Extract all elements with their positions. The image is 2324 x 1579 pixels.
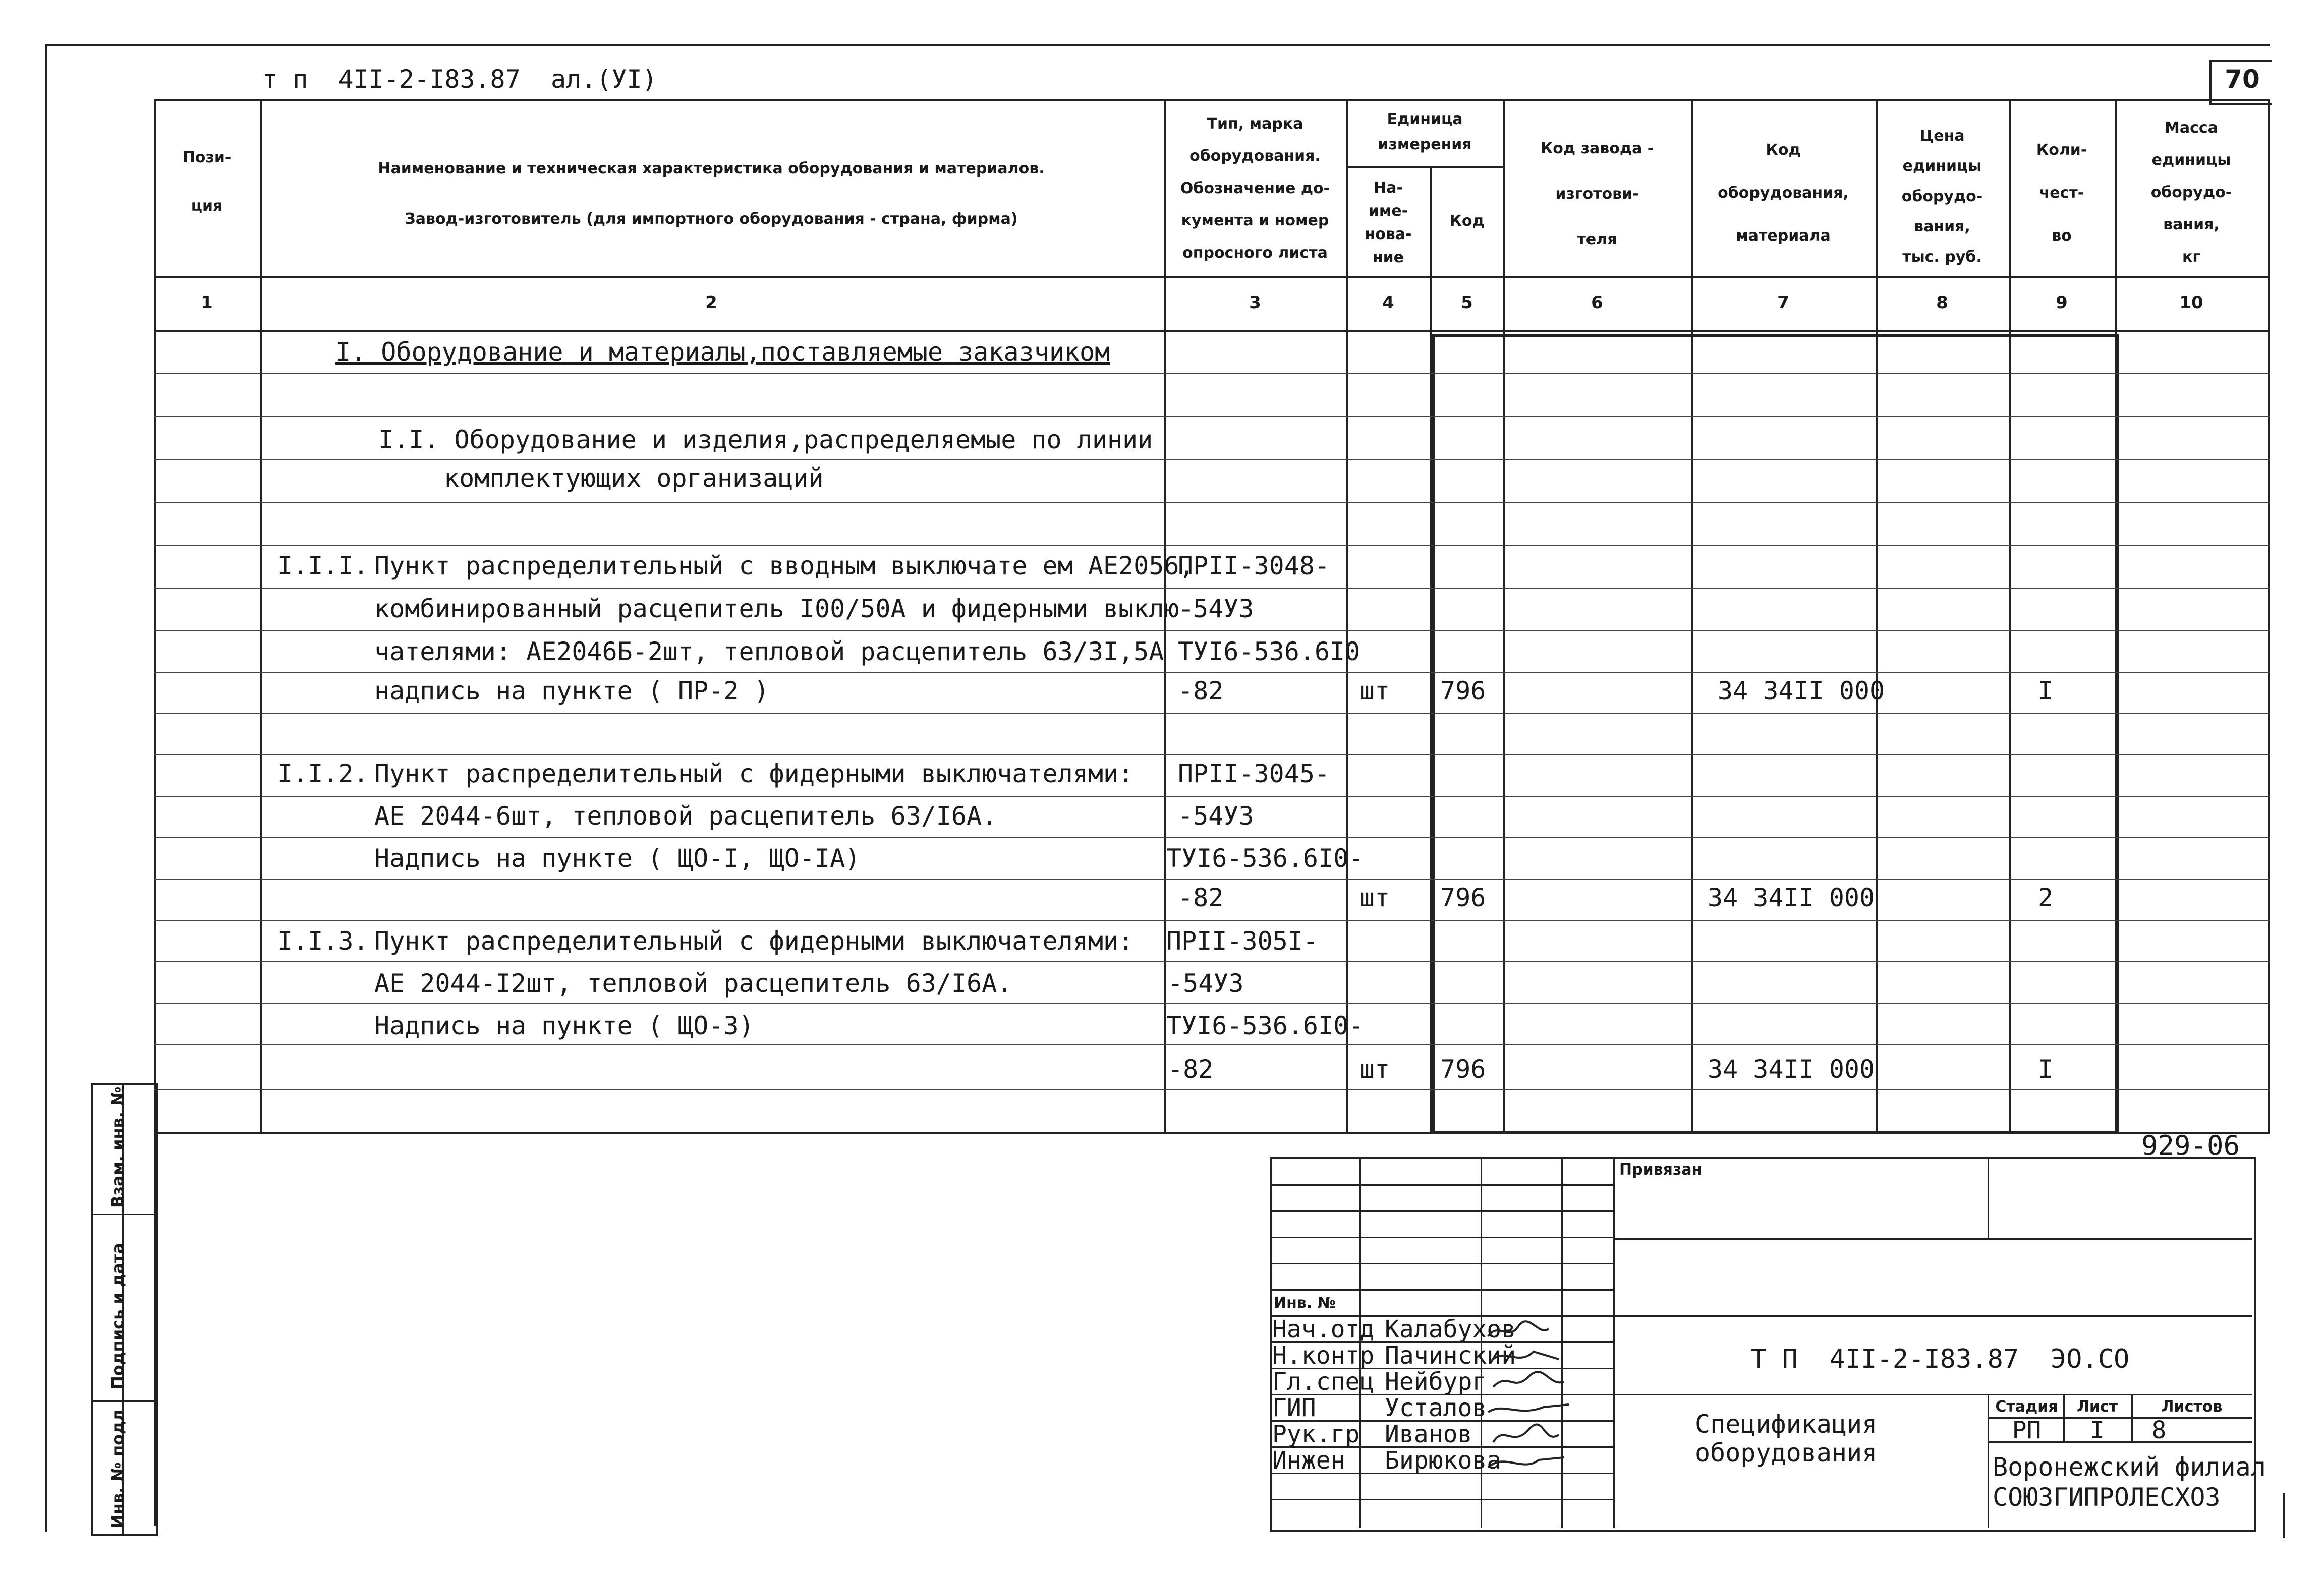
staff-role: Инжен (1272, 1446, 1345, 1475)
item-equipment-code: 34 34II 000 (1718, 676, 1885, 706)
staff-role: ГИП (1272, 1394, 1316, 1422)
item-type: ПРII-3045- (1178, 759, 1330, 788)
item-description: Надпись на пункте ( ЩО-3) (374, 1011, 754, 1040)
col-header-unit-code: Код (1449, 212, 1485, 230)
doc-code-header: т п 4II-2-I83.87 ал.(УI) (262, 65, 657, 94)
item-description: надпись на пункте ( ПР-2 ) (374, 676, 769, 706)
item-description: комбинированный расцепитель I00/50А и фидерными выклю- (374, 594, 1195, 623)
item-description: АЕ 2044-I2шт, тепловой расцепитель 63/I6А. (374, 969, 1012, 998)
inv-no-label: Инв. № (1274, 1294, 1336, 1312)
col-header-unit-group: Единица измерения (1378, 110, 1472, 153)
item-unit-code: 796 (1440, 1055, 1486, 1084)
sheet-label: Лист (2076, 1398, 2118, 1416)
stage-value: РП (2012, 1416, 2042, 1444)
page-number: 70 (2225, 65, 2260, 94)
section-heading: I. Оборудование и материалы,поставляемые заказчиком (335, 337, 1110, 367)
staff-name: Пачинский (1385, 1341, 1516, 1370)
col-num-10: 10 (2179, 293, 2203, 313)
item-position: I.I.I. (277, 551, 369, 580)
item-type: -54У3 (1178, 801, 1254, 831)
col-num-5: 5 (1461, 293, 1473, 313)
item-description: Пункт распределительный с вводным выключате ем АЕ2056, (374, 551, 1195, 580)
signatures-drawing (1483, 1316, 1599, 1478)
subsection-heading: I.I. Оборудование и изделия,распределяемые по линии (378, 425, 1153, 454)
item-equipment-code: 34 34II 000 (1708, 883, 1875, 912)
item-quantity: I (2038, 1055, 2054, 1084)
org-line1: Воронежский филиал (1993, 1452, 2266, 1482)
staff-name: Калабухов (1385, 1315, 1516, 1343)
stamp-podpis-data: Подпись и дата (108, 1243, 127, 1389)
sheets-label: Листов (2161, 1398, 2223, 1416)
staff-role: Гл.спец (1272, 1368, 1375, 1396)
subsection-heading-cont: комплектующих организаций (444, 463, 824, 493)
col-header-name: Наименование и техническая характеристика оборудования и материалов. Завод-изготовитель (для импортного оборудования - страна, фирма) (378, 160, 1045, 228)
right-frame-stub (2283, 1493, 2285, 1538)
sheet-mark: 929-06 (2141, 1130, 2240, 1161)
item-type: -54У3 (1178, 594, 1254, 623)
col-header-price: Цена единицы оборудо- вания, тыс. руб. (1901, 127, 1983, 266)
staff-role: Нач.отд (1272, 1315, 1375, 1343)
doc-title-line1: Спецификация (1695, 1410, 1878, 1439)
item-equipment-code: 34 34II 000 (1708, 1055, 1875, 1084)
item-unit-name: шт (1359, 883, 1390, 912)
staff-role: Рук.гр (1272, 1420, 1360, 1448)
col-header-equipment-code: Код оборудования, материала (1718, 141, 1849, 245)
col-num-3: 3 (1249, 293, 1261, 313)
col-num-7: 7 (1777, 293, 1789, 313)
doc-designation: Т П 4II-2-I83.87 ЭО.СО (1750, 1344, 2130, 1374)
item-position: I.I.2. (277, 759, 369, 788)
item-description: Надпись на пункте ( ЩО-I, ЩО-IА) (374, 844, 861, 873)
col-header-quantity: Коли- чест- во (2036, 141, 2087, 245)
doc-title-line2: оборудования (1695, 1438, 1878, 1468)
stamp-inv-podl: Инв. № подл (108, 1409, 127, 1528)
item-description: АЕ 2044-6шт, тепловой расцепитель 63/I6А. (374, 801, 997, 831)
item-quantity: I (2038, 676, 2054, 706)
col-header-position: Пози- ция (182, 149, 232, 215)
item-unit-code: 796 (1440, 676, 1486, 706)
item-unit-name: шт (1359, 1055, 1390, 1084)
item-type: -82 (1168, 1055, 1214, 1084)
org-line2: СОЮЗГИПРОЛЕСХОЗ (1993, 1483, 2221, 1512)
col-num-1: 1 (201, 293, 213, 313)
item-description: Пункт распределительный с фидерными выключателями: (374, 759, 1134, 788)
col-header-unit-name: На- име- нова- ние (1365, 179, 1412, 266)
sheets-value: 8 (2151, 1416, 2167, 1444)
stamp-vzam-inv: Взам. инв. № (108, 1086, 127, 1208)
col-num-2: 2 (705, 293, 717, 313)
item-type: -82 (1178, 676, 1224, 706)
staff-name: Бирюкова (1385, 1446, 1502, 1475)
item-type: ПРII-3048- (1178, 551, 1330, 580)
stage-label: Стадия (1995, 1398, 2058, 1416)
col-header-type: Тип, марка оборудования. Обозначение до- кумента и номер опросного листа (1180, 115, 1330, 262)
col-header-mass: Масса единицы оборудо- вания, кг (2150, 119, 2232, 266)
staff-name: Иванов (1385, 1420, 1472, 1448)
item-description: Пункт распределительный с фидерными выключателями: (374, 926, 1134, 956)
item-type: ТУI6-536.6I0- (1166, 1011, 1364, 1040)
staff-role: Н.контр (1272, 1341, 1375, 1370)
item-description: чателями: АЕ2046Б-2шт, тепловой расцепитель 63/3I,5А (374, 637, 1164, 666)
col-num-9: 9 (2056, 293, 2068, 313)
item-type: -82 (1178, 883, 1224, 912)
col-num-8: 8 (1936, 293, 1948, 313)
col-num-6: 6 (1591, 293, 1603, 313)
item-type: -54У3 (1168, 969, 1244, 998)
item-unit-code: 796 (1440, 883, 1486, 912)
item-type: ПРII-305I- (1166, 926, 1319, 956)
privyazan-label: Привязан (1619, 1161, 1703, 1179)
col-header-factory-code: Код завода - изготови- теля (1540, 140, 1654, 248)
item-position: I.I.3. (277, 926, 369, 956)
item-quantity: 2 (2038, 883, 2054, 912)
item-unit-name: шт (1359, 676, 1390, 706)
item-type: ТУI6-536.6I0 (1178, 637, 1361, 666)
item-type: ТУI6-536.6I0- (1166, 844, 1364, 873)
sheet-value: I (2090, 1416, 2105, 1444)
staff-name: Усталов (1385, 1394, 1487, 1422)
staff-name: Нейбург (1385, 1368, 1487, 1396)
col-num-4: 4 (1382, 293, 1394, 313)
